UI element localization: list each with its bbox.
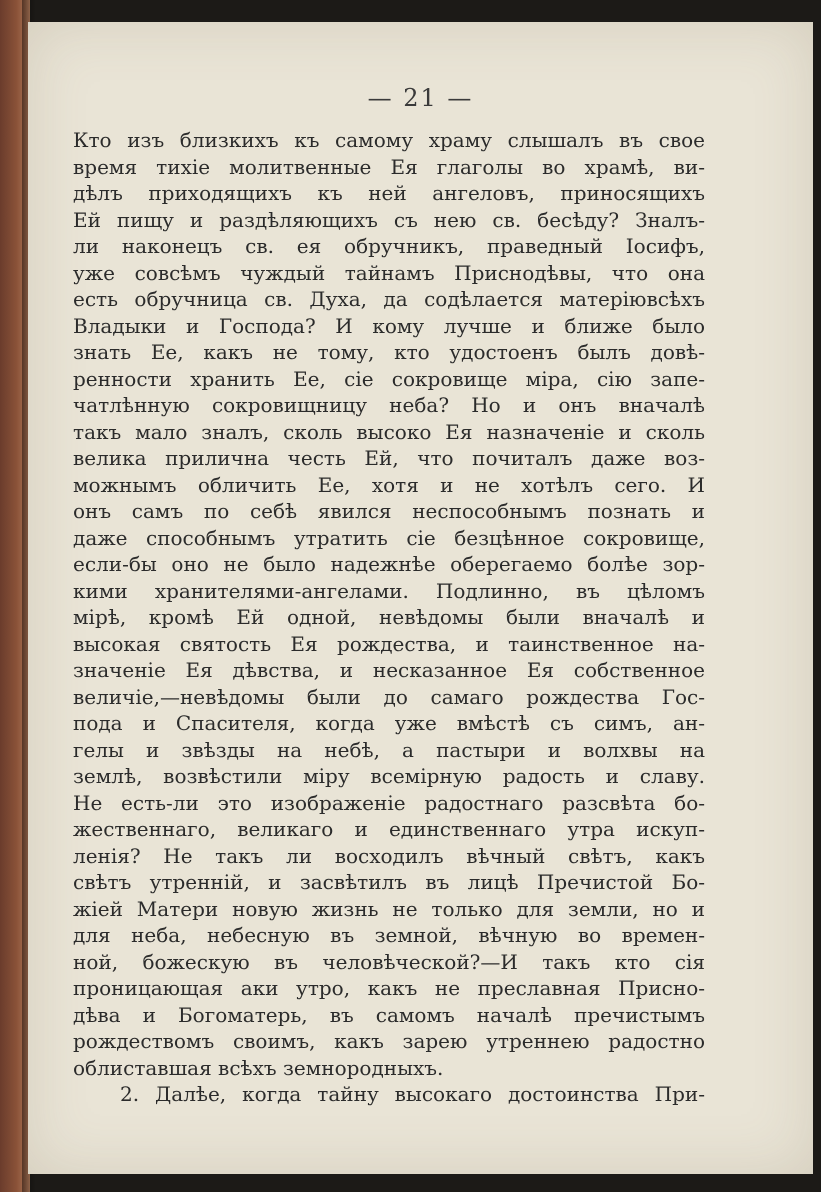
text-line: проницающая аки утро, какъ не преславная Присно- (73, 976, 705, 1000)
text-line: есть обручница св. Духа, да содѣлается матеріювсѣхъ (73, 287, 705, 311)
text-line: ной, божескую въ человѣческой?—И такъ кто сія (73, 949, 705, 974)
text-line: можнымъ обличить Ее, хотя и не хотѣлъ сего. И (73, 472, 705, 497)
text-line: дѣва и Богоматерь, въ самомъ началѣ пречистымъ (73, 1002, 705, 1027)
book-page (28, 22, 813, 1174)
body-text (73, 127, 705, 1108)
text-line: чатлѣнную сокровищницу неба? Но и онъ вначалѣ (73, 393, 705, 417)
text-line: мірѣ, кромѣ Ей одной, невѣдомы были вначалѣ и (73, 605, 705, 629)
text-line: даже способнымъ утратить сіе безцѣнное сокровище, (73, 525, 705, 550)
text-line: ли наконецъ св. ея обручникъ, праведный Іосифъ, (73, 234, 705, 258)
text-line: ренности хранить Ее, сіе сокровище міра, сію запе- (73, 366, 705, 391)
text-line: свѣтъ утренній, и засвѣтилъ въ лицѣ Пречистой Бо- (73, 870, 705, 894)
text-line: знать Ее, какъ не тому, кто удостоенъ былъ довѣ- (73, 340, 705, 364)
text-line: уже совсѣмъ чуждый тайнамъ Приснодѣвы, что она (73, 260, 705, 285)
text-line: жіей Матери новую жизнь не только для земли, но и (73, 896, 705, 921)
text-line: Не есть-ли это изображеніе радостнаго разсвѣта бо- (73, 790, 705, 815)
text-line: Кто изъ близкихъ къ самому храму слышалъ въ свое (73, 128, 705, 152)
text-line: высокая святость Ея рождества, и таинственное на- (73, 631, 705, 656)
text-line: Владыки и Господа? И кому лучше и ближе было (73, 313, 705, 338)
text-line: рождествомъ своимъ, какъ зарею утреннею радостно (73, 1029, 705, 1053)
text-line: значеніе Ея дѣвства, и несказанное Ея собственное (73, 658, 705, 682)
text-line: кими хранителями-ангелами. Подлинно, въ цѣломъ (73, 578, 705, 603)
text-line: пода и Спасителя, когда уже вмѣстѣ съ симъ, ан- (73, 711, 705, 735)
text-line: онъ самъ по себѣ явился неспособнымъ познать и (73, 499, 705, 523)
text-line: гелы и звѣзды на небѣ, а пастыри и волхвы на (73, 737, 705, 762)
text-line: землѣ, возвѣстили міру всемірную радость и славу. (73, 764, 705, 788)
page-number: — 21 — (367, 84, 474, 112)
text-line: для неба, небесную въ земной, вѣчную во времен- (73, 923, 705, 947)
text-line: жественнаго, великаго и единственнаго утра искуп- (73, 817, 705, 841)
text-line: время тихіе молитвенные Ея глаголы во храмѣ, ви- (73, 154, 705, 179)
text-line: облиставшая всѣхъ земнородныхъ. (73, 1055, 444, 1080)
text-line: такъ мало зналъ, сколь высоко Ея назначеніе и сколь (73, 419, 705, 444)
text-line: Ей пищу и раздѣляющихъ съ нею св. бесѣду? Зналъ- (73, 207, 705, 232)
text-line: ленія? Не такъ ли восходилъ вѣчный свѣтъ, какъ (73, 843, 705, 868)
text-line: величіе,—невѣдомы были до самаго рождества Гос- (73, 684, 705, 709)
text-line: дѣлъ приходящихъ къ ней ангеловъ, приносящихъ (73, 181, 705, 205)
text-line: велика прилична честь Ей, что почиталъ даже воз- (73, 446, 705, 470)
text-line: если-бы оно не было надежнѣе оберегаемо болѣе зор- (73, 552, 705, 576)
text-line: 2. Далѣе, когда тайну высокаго достоинства При- (120, 1082, 705, 1106)
